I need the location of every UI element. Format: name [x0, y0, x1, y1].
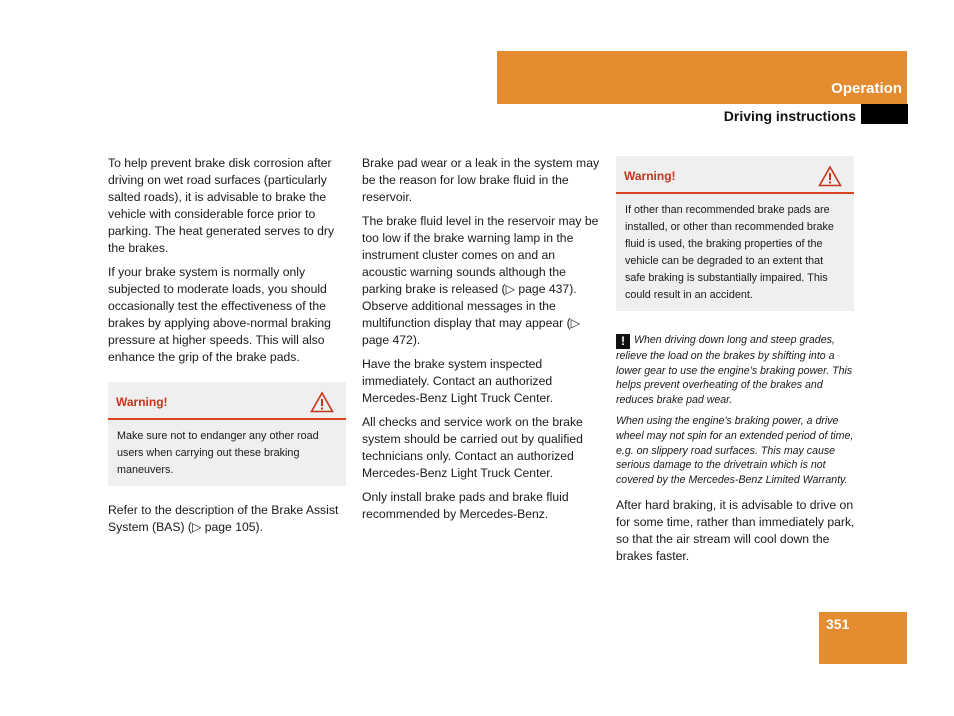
paragraph: Only install brake pads and brake fluid recommended by Mercedes-Benz.: [362, 490, 569, 521]
paragraph: The brake fluid level in the reservoir may be too low if the brake warning lamp in the instrument cluster comes on and an acoustic warning sounds although the parking brake is released (▷ page 437). Observe additional messages in the multifunction display that may appear (▷ page 472).: [362, 214, 599, 347]
warning-header: [108, 382, 346, 420]
note-text: When using the engine’s braking power, a drive wheel may not spin for an extended period of time, e.g. on slippery road surfaces. This may cause serious damage to the drivetrain which is not covered by the Mercedes-Benz Limited Warranty.: [616, 415, 854, 486]
warning-triangle-icon: [818, 165, 842, 187]
section-title: Operation: [831, 80, 902, 97]
exclamation-icon: !: [616, 334, 630, 349]
section-tab-marker: [861, 104, 908, 124]
page-number: 351: [826, 616, 850, 632]
paragraph: To help prevent brake disk corrosion after driving on wet road surfaces (particularly salted roads), it is advisable to brake the vehicle with considerable force prior to parking. The heat generated serves to dry the brakes.: [108, 156, 335, 255]
warning-box: [108, 382, 346, 486]
paragraph: After hard braking, it is advisable to drive on for some time, rather than immediately park, so that the air stream will cool down the brakes faster.: [616, 498, 855, 564]
warning-header: [616, 156, 854, 194]
column-middle: [362, 155, 602, 530]
note-text: When driving down long and steep grades, relieve the load on the brakes by shifting into a lower gear to use the engine’s braking power. This helps prevent overheating of the brakes and reduces brake pad wear.: [616, 334, 853, 406]
column-right: [616, 155, 856, 572]
paragraph: Brake pad wear or a leak in the system may be the reason for low brake fluid in the reservoir.: [362, 156, 600, 204]
note: [616, 333, 856, 407]
warning-triangle-icon: [310, 391, 334, 413]
subsection-title: Driving instructions: [723, 108, 856, 124]
paragraph: All checks and service work on the brake system should be carried out by qualified technicians only. Contact an authorized Mercedes-Benz Light Truck Center.: [362, 415, 583, 480]
paragraph: If your brake system is normally only subjected to moderate loads, you should occasionally test the effectiveness of the brakes by applying above-normal braking pressure at higher speeds. This will also enhance the grip of the brake pads.: [108, 265, 331, 364]
warning-title: Warning!: [624, 168, 676, 183]
paragraph: Have the brake system inspected immediately. Contact an authorized Mercedes-Benz Light Truck Center.: [362, 357, 554, 405]
warning-box: [616, 156, 854, 311]
warning-text: If other than recommended brake pads are installed, or other than recommended brake fluid is used, the braking properties of the vehicle can be degraded to an extent that safe braking is substantially impaired. This could result in an accident.: [625, 204, 834, 301]
warning-text: Make sure not to endanger any other road users when carrying out these braking maneuvers.: [117, 430, 319, 476]
paragraph: Refer to the description of the Brake Assist System (BAS) (▷ page 105).: [108, 503, 339, 534]
column-left: [108, 155, 348, 543]
warning-title: Warning!: [116, 394, 168, 409]
